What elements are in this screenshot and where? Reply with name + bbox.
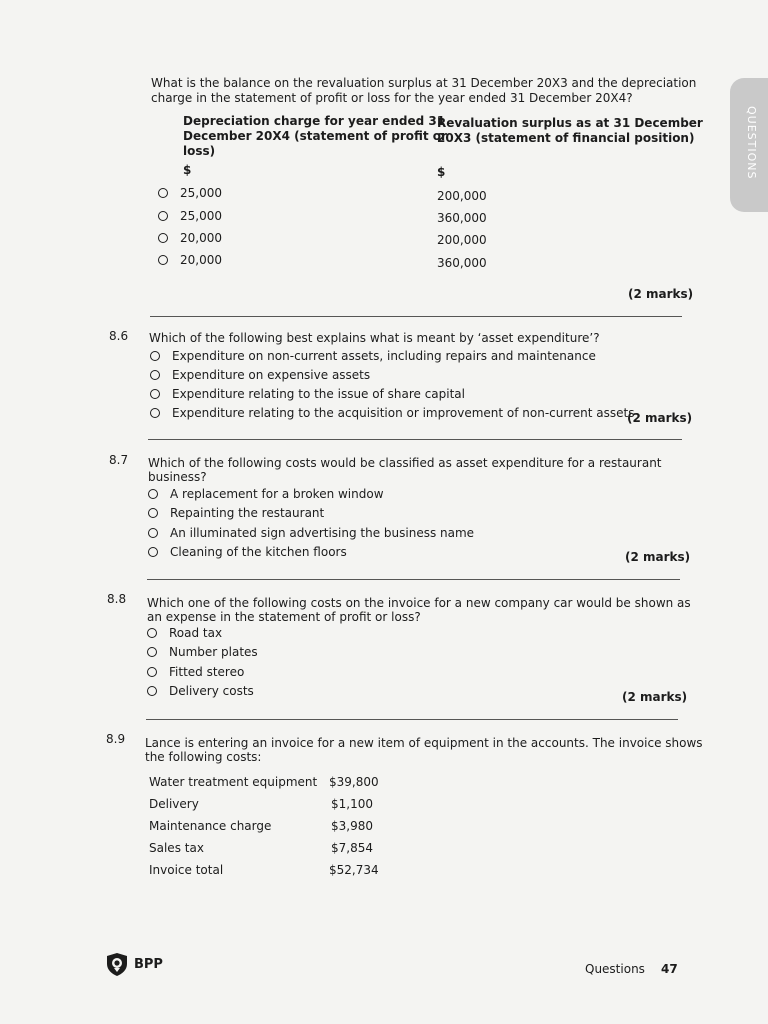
publisher-logo [104, 951, 163, 977]
divider [147, 579, 680, 580]
radio-button[interactable] [158, 188, 168, 198]
q88-option-d-label: Delivery costs [169, 684, 254, 698]
q89-question-text [145, 736, 703, 764]
q85-option-c[interactable] [158, 231, 222, 245]
q88-option-b[interactable] [147, 645, 258, 659]
q87-line-1: Which of the following costs would be classified as asset expenditure for a restaurant [148, 456, 662, 470]
cost-item-label: Sales tax [149, 841, 204, 855]
q85-option-a[interactable] [158, 186, 222, 200]
cost-row [149, 793, 373, 815]
q88-option-c-label: Fitted stereo [169, 665, 245, 679]
q88-option-c[interactable] [147, 665, 244, 679]
q87-option-c[interactable] [148, 526, 474, 540]
q86-option-c[interactable] [150, 387, 465, 401]
cost-amount: $7,854 [331, 841, 373, 855]
q87-question-text [148, 456, 662, 484]
q85-option-c-revaluation: 200,000 [437, 233, 487, 247]
q88-marks: (2 marks) [622, 690, 688, 704]
radio-button[interactable] [148, 528, 158, 538]
q85-col2-line-2: 20X3 (statement of financial position) [437, 131, 695, 145]
cost-amount: $1,100 [331, 797, 373, 811]
radio-button[interactable] [150, 408, 160, 418]
radio-button[interactable] [147, 667, 157, 677]
divider [146, 719, 678, 720]
q88-option-a[interactable] [147, 626, 222, 640]
cost-row [149, 859, 379, 881]
q87-number: 8.7 [109, 453, 129, 467]
q89-line-2: the following costs: [145, 750, 262, 764]
q87-option-a-label: A replacement for a broken window [170, 487, 384, 501]
radio-button[interactable] [148, 489, 158, 499]
cost-row [149, 771, 379, 793]
section-side-tab-label: QUESTIONS [745, 106, 758, 180]
page-number: 47 [661, 962, 678, 976]
q85-col1-line-1: Depreciation charge for year ended 31 [183, 114, 446, 128]
q85-option-a-depreciation: 25,000 [180, 186, 222, 200]
q88-line-2: an expense in the statement of profit or loss? [147, 610, 421, 624]
radio-button[interactable] [150, 370, 160, 380]
radio-button[interactable] [148, 508, 158, 518]
q87-option-a[interactable] [148, 487, 384, 501]
brand-name: BPP [134, 956, 163, 972]
q85-option-c-depreciation: 20,000 [180, 231, 222, 245]
q86-number: 8.6 [109, 329, 129, 343]
q87-option-d[interactable] [148, 545, 347, 559]
footer-section-label: Questions [585, 962, 645, 976]
q86-question-text: Which of the following best explains what is meant by ‘asset expenditure’? [149, 331, 600, 345]
q85-option-b[interactable] [158, 209, 222, 223]
q87-option-b[interactable] [148, 506, 324, 520]
q88-option-a-label: Road tax [169, 626, 223, 640]
radio-button[interactable] [158, 233, 168, 243]
q89-cost-table [149, 771, 379, 881]
divider [150, 316, 682, 317]
q85-question-text [151, 76, 696, 106]
radio-button[interactable] [147, 686, 157, 696]
cost-item-label: Invoice total [149, 863, 224, 877]
q85-option-d[interactable] [158, 253, 222, 267]
q85-col1-unit: $ [183, 163, 192, 177]
cost-item-label: Delivery [149, 797, 199, 811]
q85-option-d-depreciation: 20,000 [180, 253, 222, 267]
q87-line-2: business? [148, 470, 207, 484]
q85-line-2: charge in the statement of profit or loss for the year ended 31 December 20X4? [151, 91, 633, 105]
q85-option-b-depreciation: 25,000 [180, 209, 222, 223]
q87-option-c-label: An illuminated sign advertising the business name [170, 526, 475, 540]
q87-option-d-label: Cleaning of the kitchen floors [170, 545, 347, 559]
q86-option-d-label: Expenditure relating to the acquisition or improvement of non-current assets [172, 406, 635, 420]
q86-option-b-label: Expenditure on expensive assets [172, 368, 371, 382]
q88-option-b-label: Number plates [169, 645, 258, 659]
q85-option-b-revaluation: 360,000 [437, 211, 487, 225]
cost-amount: $52,734 [329, 863, 379, 877]
q85-option-a-revaluation: 200,000 [437, 189, 487, 203]
cost-row [149, 815, 373, 837]
q85-line-1: What is the balance on the revaluation surplus at 31 December 20X3 and the depreciation [151, 76, 697, 90]
q86-option-a[interactable] [150, 349, 596, 363]
q86-option-c-label: Expenditure relating to the issue of share capital [172, 387, 465, 401]
q89-number: 8.9 [106, 732, 126, 746]
q86-option-b[interactable] [150, 368, 370, 382]
q85-col-revaluation-header [437, 116, 703, 146]
radio-button[interactable] [148, 547, 158, 557]
q86-marks: (2 marks) [627, 411, 693, 425]
q86-option-a-label: Expenditure on non-current assets, including repairs and maintenance [172, 349, 596, 363]
q89-line-1: Lance is entering an invoice for a new item of equipment in the accounts. The invoice shows [145, 736, 703, 750]
cost-item-label: Water treatment equipment [149, 775, 318, 789]
cost-amount: $3,980 [331, 819, 373, 833]
radio-button[interactable] [158, 255, 168, 265]
q85-option-d-revaluation: 360,000 [437, 256, 487, 270]
q88-number: 8.8 [107, 592, 127, 606]
radio-button[interactable] [147, 647, 157, 657]
radio-button[interactable] [158, 211, 168, 221]
q86-option-d[interactable] [150, 406, 635, 420]
q88-option-d[interactable] [147, 684, 254, 698]
q85-col1-line-3: loss) [183, 144, 216, 158]
q88-line-1: Which one of the following costs on the invoice for a new company car would be shown as [147, 596, 691, 610]
radio-button[interactable] [150, 389, 160, 399]
q85-col2-unit: $ [437, 165, 446, 179]
q87-marks: (2 marks) [625, 550, 691, 564]
lion-shield-icon [104, 951, 130, 977]
radio-button[interactable] [147, 628, 157, 638]
radio-button[interactable] [150, 351, 160, 361]
cost-amount: $39,800 [329, 775, 379, 789]
cost-row [149, 837, 373, 859]
q87-option-b-label: Repainting the restaurant [170, 506, 325, 520]
cost-item-label: Maintenance charge [149, 819, 272, 833]
q85-marks: (2 marks) [628, 287, 694, 301]
divider [148, 439, 682, 440]
q85-col1-line-2: December 20X4 (statement of profit or [183, 129, 447, 143]
q85-col-depreciation-header [183, 114, 447, 159]
q85-col2-line-1: Revaluation surplus as at 31 December [437, 116, 703, 130]
q88-question-text [147, 596, 691, 624]
